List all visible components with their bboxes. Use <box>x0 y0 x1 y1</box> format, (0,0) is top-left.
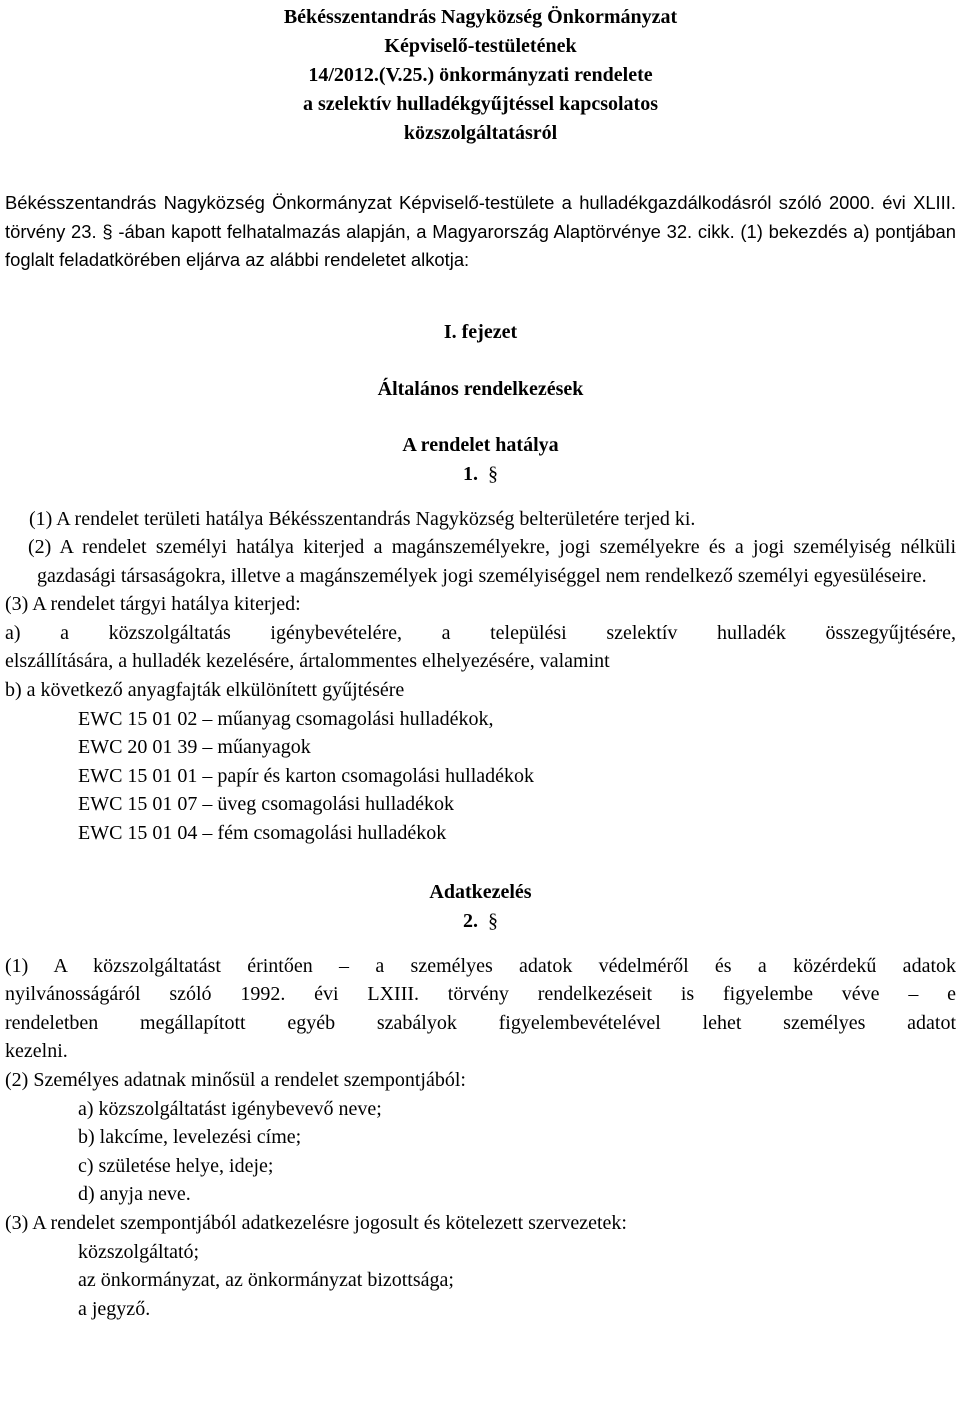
section-symbol: § <box>488 909 498 932</box>
list-item: közszolgáltató; <box>78 1240 200 1263</box>
header-line-2: Képviselő-testületének <box>384 35 577 57</box>
header-line-4: a szelektív hulladékgyűjtéssel kapcsolatos <box>302 93 659 115</box>
section-2-paragraph-2: (2) Személyes adatnak minősül a rendelet szempontjából: <box>5 1069 466 1091</box>
section-2-paragraph-1-line: kezelni. <box>5 1040 68 1063</box>
list-item: a) közszolgáltatást igénybevevő neve; <box>78 1097 382 1120</box>
section-2-paragraph-3: (3) A rendelet szempontjából adatkezelésre jogosult és kötelezett szervezetek: <box>5 1211 627 1234</box>
section-2-heading <box>5 907 956 936</box>
ewc-item: EWC 20 01 39 – műanyagok <box>78 736 311 759</box>
personal-data-list <box>5 1095 956 1209</box>
section-1-title: A rendelet hatálya <box>402 433 559 456</box>
section-1-item-b: b) a következő anyagfajták elkülönített gyűjtésére <box>5 679 405 702</box>
list-item: az önkormányzat, az önkormányzat bizottsága; <box>78 1269 454 1292</box>
list-item: a jegyző. <box>78 1297 151 1320</box>
header-line-5: közszolgáltatásról <box>403 122 558 144</box>
list-item: b) lakcíme, levelezési címe; <box>78 1126 302 1149</box>
section-2-number: 2. <box>463 909 478 932</box>
section-1-number: 1. <box>463 462 478 485</box>
section-2-paragraph-1-line: (1) A közszolgáltatást érintően – a személyes adatok védelméről és a közérdekű adatok <box>5 954 956 977</box>
header-line-3: 14/2012.(V.25.) önkormányzati rendelete <box>308 64 653 86</box>
ewc-item: EWC 15 01 01 – papír és karton csomagolási hulladékok <box>78 764 535 787</box>
header-line-1: Békésszentandrás Nagyközség Önkormányzat <box>283 6 678 28</box>
section-2-title: Adatkezelés <box>429 880 532 903</box>
document-header <box>5 0 956 148</box>
section-1-item-a: a) a közszolgáltatás igénybevételére, a települési szelektív hulladék összegyűjtésére, <box>5 621 956 644</box>
ewc-item: EWC 15 01 04 – fém csomagolási hulladékok <box>78 822 447 845</box>
section-1-paragraph-2 <box>5 533 956 590</box>
section-1-paragraph-3: (3) A rendelet tárgyi hatálya kiterjed: <box>5 593 301 616</box>
section-symbol: § <box>488 462 498 485</box>
section-2-paragraph-1-line: nyilvánosságáról szóló 1992. évi LXIII. törvény rendelkezéseit is figyelembe véve – e <box>5 983 956 1006</box>
section-1-heading <box>5 460 956 489</box>
preamble-paragraph: Békésszentandrás Nagyközség Önkormányzat Képviselő-testülete a hulladékgazdálkodásról szóló 2000. évi XLIII. törvény 23. § -ában kapott felhatalmazás alapján, a Magyarország Alaptörvénye 32. cikk. (1) bekezdés a) pontjában foglalt feladatkörében eljárva az alábbi rendeletet alkotja: <box>5 192 956 270</box>
organization-list <box>5 1238 956 1324</box>
ewc-item: EWC 15 01 02 – műanyag csomagolási hulladékok, <box>78 707 494 730</box>
section-2-paragraph-1-line: rendeletben megállapított egyéb szabályok figyelembevételével lehet személyes adatot <box>5 1011 956 1034</box>
ewc-item: EWC 15 01 07 – üveg csomagolási hulladékok <box>78 793 455 816</box>
section-1-paragraph-1: (1) A rendelet területi hatálya Békésszentandrás Nagyközség belterületére terjed ki. <box>29 507 696 530</box>
list-item: c) születése helye, ideje; <box>78 1154 274 1177</box>
chapter-number: I. fejezet <box>443 320 518 343</box>
chapter-title: Általános rendelkezések <box>377 377 584 400</box>
list-item: d) anyja neve. <box>78 1183 191 1206</box>
section-1-paragraph-2-text: (2) A rendelet személyi hatálya kiterjed a magánszemélyekre, jogi személyekre és a jogi személyiség nélküli gazdasági társaságokra, illetve a magánszemélyek jogi személyiséggel nem rendelkező személyi egyesüléseire. <box>28 536 956 587</box>
section-1-item-a-continued: elszállítására, a hulladék kezelésére, ártalommentes elhelyezésére, valamint <box>5 650 610 673</box>
ewc-code-list <box>5 705 956 848</box>
section-2-paragraph-1 <box>5 952 956 1066</box>
